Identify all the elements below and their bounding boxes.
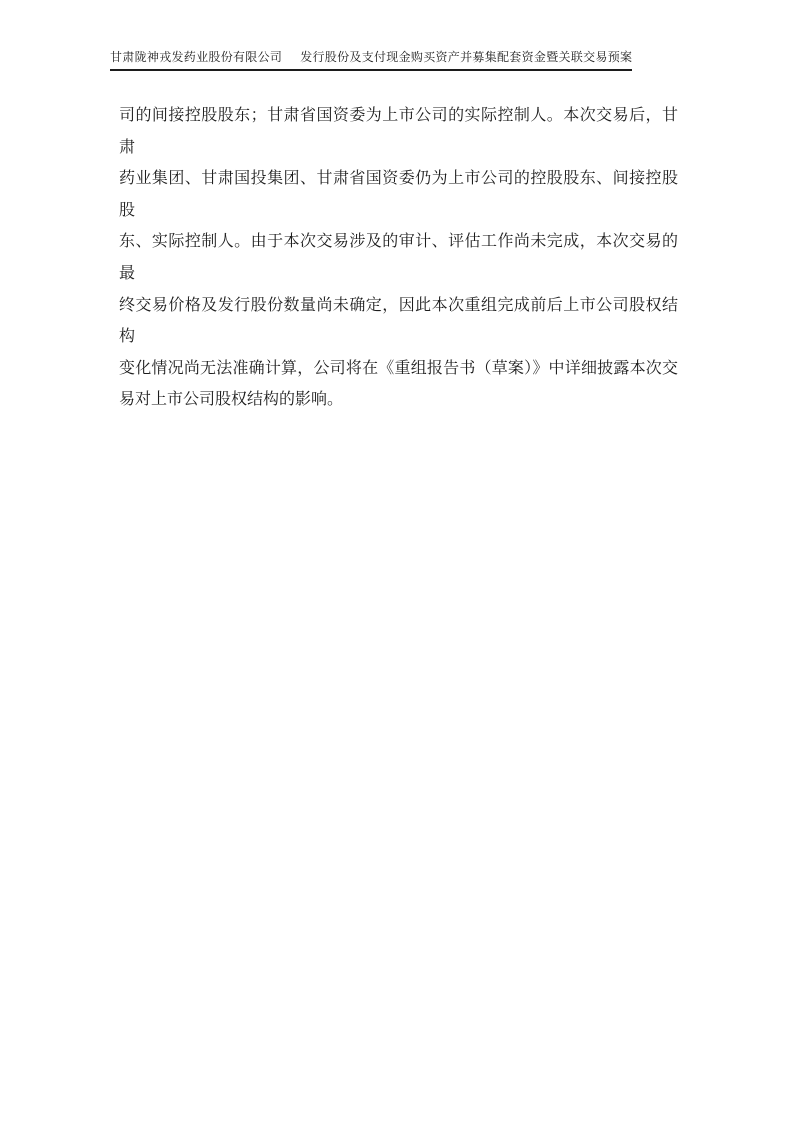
body-paragraph — [119, 99, 678, 415]
paragraph-line-2: 药业集团、甘肃国投集团、甘肃省国资委仍为上市公司的控股股东、间接控股股 — [119, 168, 678, 219]
paragraph-line-5: 变化情况尚无法准确计算，公司将在《重组报告书（草案）》中详细披露本次交 — [119, 357, 678, 377]
paragraph-line-4: 终交易价格及发行股份数量尚未确定，因此本次重组完成前后上市公司股权结构 — [119, 294, 678, 346]
header-doc-title: 发行股份及支付现金购买资产并募集配套资金暨关联交易预案 — [300, 50, 633, 64]
paragraph-line-6: 易对上市公司股权结构的影响。 — [119, 389, 344, 409]
paragraph-line-3: 东、实际控制人。由于本次交易涉及的审计、评估工作尚未完成，本次交易的最 — [119, 231, 678, 282]
page-header — [110, 48, 632, 71]
paragraph-line-1: 司的间接控股股东；甘肃省国资委为上市公司的实际控制人。本次交易后，甘肃 — [119, 105, 678, 156]
header-company-name: 甘肃陇神戎发药业股份有限公司 — [110, 50, 283, 64]
